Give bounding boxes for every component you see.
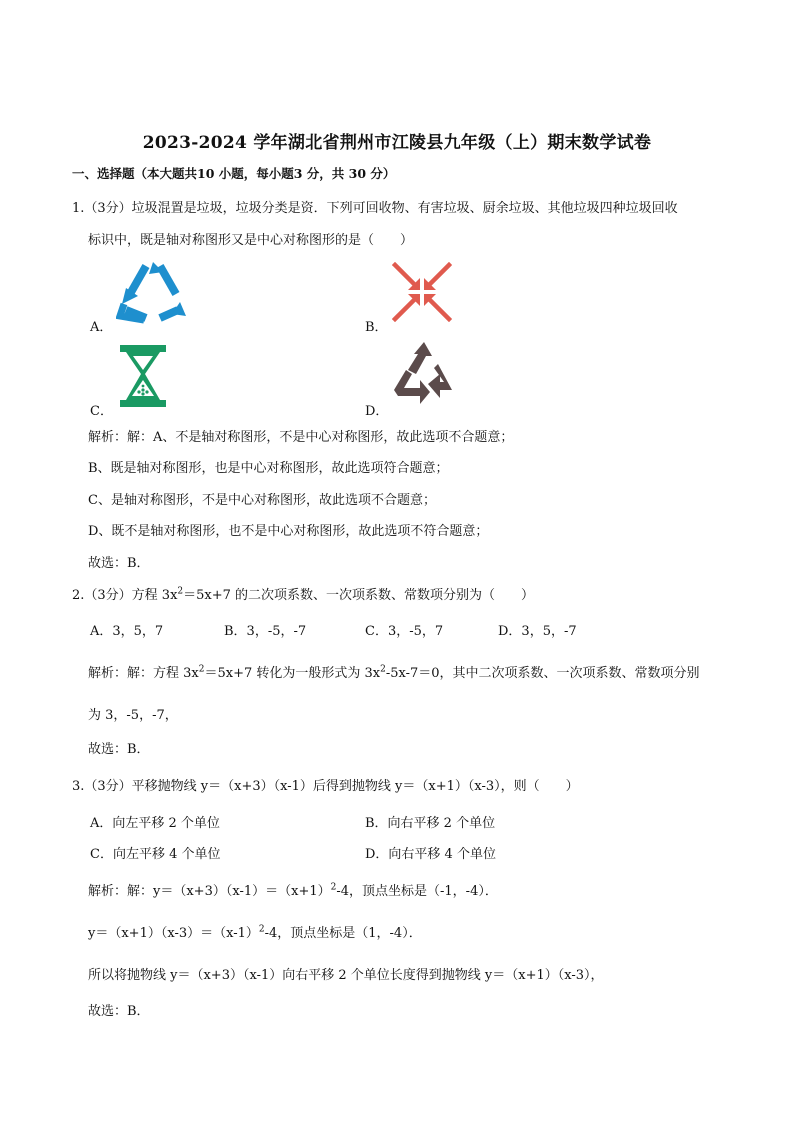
q1-analysis-line4: D、既不是轴对称图形，也不是中心对称图形，故此选项不符合题意； xyxy=(88,524,489,539)
q2-analysis-line2: 为 3，-5，-7， xyxy=(88,708,178,723)
q2-stem xyxy=(72,584,534,603)
q1-answer: 故选：B． xyxy=(88,556,150,571)
q2-stem-post: ＝5x+7 的二次项系数、一次项系数、常数项分别为（ ） xyxy=(183,588,535,603)
q1-option-d-label: D． xyxy=(365,404,389,419)
hourglass-kitchen-waste-icon xyxy=(118,344,168,408)
other-waste-icon xyxy=(392,340,456,408)
q3-analysis1-exponent: 2 xyxy=(330,882,337,893)
q2-option-b: B．3，-5，-7 xyxy=(224,624,307,639)
q3-analysis1-post: -4，顶点坐标是（-1，-4）． xyxy=(336,884,498,899)
q1-stem-line1: 1.（3分）垃圾混置是垃圾，垃圾分类是资．下列可回收物、有害垃圾、厨余垃圾、其他垃圾四种垃圾回收 xyxy=(72,201,678,216)
recycle-icon xyxy=(116,258,190,326)
q3-analysis1-pre: 解析：解：y＝（x+3）（x-1）＝（x+1） xyxy=(88,884,331,899)
q2-option-a: A．3，5，7 xyxy=(90,624,164,639)
q2-analysis-post: -5x-7＝0，其中二次项系数、一次项系数、常数项分别 xyxy=(385,666,700,681)
q3-analysis-line1 xyxy=(88,880,498,899)
q1-analysis-line3: C、是轴对称图形，不是中心对称图形，故此选项不合题意； xyxy=(88,493,436,508)
q1-option-b-label: B． xyxy=(365,320,388,335)
q3-analysis2-pre: y＝（x+1）（x-3）＝（x-1） xyxy=(88,926,259,941)
q3-option-a: A．向左平移 2 个单位 xyxy=(90,816,220,831)
q3-option-b: B．向右平移 2 个单位 xyxy=(365,816,496,831)
q3-analysis-line2 xyxy=(88,922,422,941)
q1-analysis-line2: B、既是轴对称图形，也是中心对称图形，故此选项符合题意； xyxy=(88,461,449,476)
q3-analysis2-exponent: 2 xyxy=(258,924,265,935)
q3-option-c: C．向左平移 4 个单位 xyxy=(90,847,221,862)
q3-stem: 3.（3分）平移抛物线 y＝（x+3）（x-1）后得到抛物线 y＝（x+1）（x-3），则（ ） xyxy=(72,779,579,794)
q2-stem-pre: 2.（3分）方程 3x xyxy=(72,588,178,603)
q3-option-d: D．向右平移 4 个单位 xyxy=(365,847,496,862)
page-title: 2023-2024 学年湖北省荆州市江陵县九年级（上）期末数学试卷 xyxy=(142,133,652,153)
q2-option-c: C．3，-5，7 xyxy=(365,624,444,639)
q1-option-c-label: C． xyxy=(90,404,113,419)
q2-analysis-mid: ＝5x+7 转化为一般形式为 3x xyxy=(204,666,381,681)
q2-analysis-line1 xyxy=(88,662,700,681)
q1-stem-line2: 标识中，既是轴对称图形又是中心对称图形的是（ ） xyxy=(88,233,414,248)
q3-answer: 故选：B． xyxy=(88,1004,150,1019)
q2-answer: 故选：B． xyxy=(88,742,150,757)
q1-option-a-label: A． xyxy=(90,320,113,335)
q2-option-d: D．3，5，-7 xyxy=(498,624,577,639)
section-heading: 一、选择题（本大题共10 小题，每小题3 分，共 30 分） xyxy=(72,166,396,181)
q3-analysis2-post: -4，顶点坐标是（1，-4）． xyxy=(264,926,422,941)
q3-analysis-line3: 所以将抛物线 y＝（x+3）（x-1）向右平移 2 个单位长度得到抛物线 y＝（x+1）（x-3）， xyxy=(88,968,604,983)
hazardous-waste-icon xyxy=(392,262,452,322)
q2-analysis-exponent1: 2 xyxy=(198,664,205,675)
q1-analysis-line1: 解析：解：A、不是轴对称图形，不是中心对称图形，故此选项不合题意； xyxy=(88,430,514,445)
q2-analysis-exponent2: 2 xyxy=(380,664,386,675)
q2-analysis-pre: 解析：解：方程 3x xyxy=(88,666,199,681)
q2-stem-exponent: 2 xyxy=(177,586,184,597)
